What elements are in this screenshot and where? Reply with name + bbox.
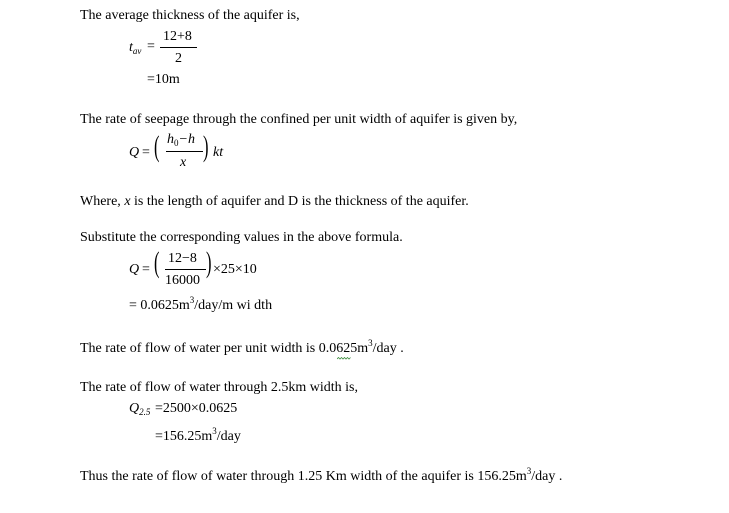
eq2-denominator: x: [180, 155, 187, 170]
eq2-numerator: $h_0-h$: [167, 132, 195, 148]
eq2-lhs: Q: [129, 145, 140, 160]
eq2-equals: =: [142, 145, 150, 160]
eq3-multiplier: ×25×10: [213, 262, 257, 277]
eq1-result: =10m: [147, 72, 180, 87]
eq3-denominator: 16000: [165, 273, 200, 288]
eq1-numerator: 12+8: [163, 29, 192, 44]
eq2-left-paren: (: [154, 130, 160, 163]
text-where: Where, x is the length of aquifer and D is the thickness of the aquifer.: [80, 194, 469, 209]
eq1-lhs: $t_{av}$: [129, 40, 142, 56]
eq1-fraction-bar: [160, 47, 197, 48]
eq1-denominator: 2: [175, 51, 182, 66]
eq2-right-paren: ): [203, 130, 209, 163]
eq1-equals: =: [147, 39, 155, 54]
text-rate-through-width: The rate of flow of water through 2.5km width is,: [80, 380, 358, 395]
eq4-lhs: $Q_{2.5}$: [129, 401, 151, 417]
text-average-thickness: The average thickness of the aquifer is,: [80, 8, 300, 23]
eq3-left-paren: (: [154, 246, 160, 279]
eq3-right-paren: ): [206, 246, 212, 279]
text-rate-of-seepage: The rate of seepage through the confined per unit width of aquifer is given by,: [80, 112, 518, 127]
eq3-equals: =: [142, 262, 150, 277]
eq2-kt: kt: [213, 145, 224, 160]
eq3-result: = $0.0625m^3/day/m$ wi dth: [129, 295, 273, 313]
text-conclusion: Thus the rate of flow of water through 1.25 Km width of the aquifer is $156.25m^3$/day .: [80, 466, 563, 484]
eq2-fraction-bar: [166, 151, 203, 152]
text-rate-per-unit-width: The rate of flow of water per unit width is $0.0625m^3$/day .: [80, 338, 404, 356]
eq3-numerator: 12−8: [168, 251, 197, 266]
text-substitute: Substitute the corresponding values in the above formula.: [80, 230, 403, 245]
eq3-fraction-bar: [165, 269, 206, 270]
eq4-result: $=156.25m^3$/day: [155, 426, 241, 444]
grammar-squiggle: [337, 357, 351, 360]
eq3-lhs: Q: [129, 262, 140, 277]
eq4-rhs: =2500×0.0625: [155, 401, 238, 416]
